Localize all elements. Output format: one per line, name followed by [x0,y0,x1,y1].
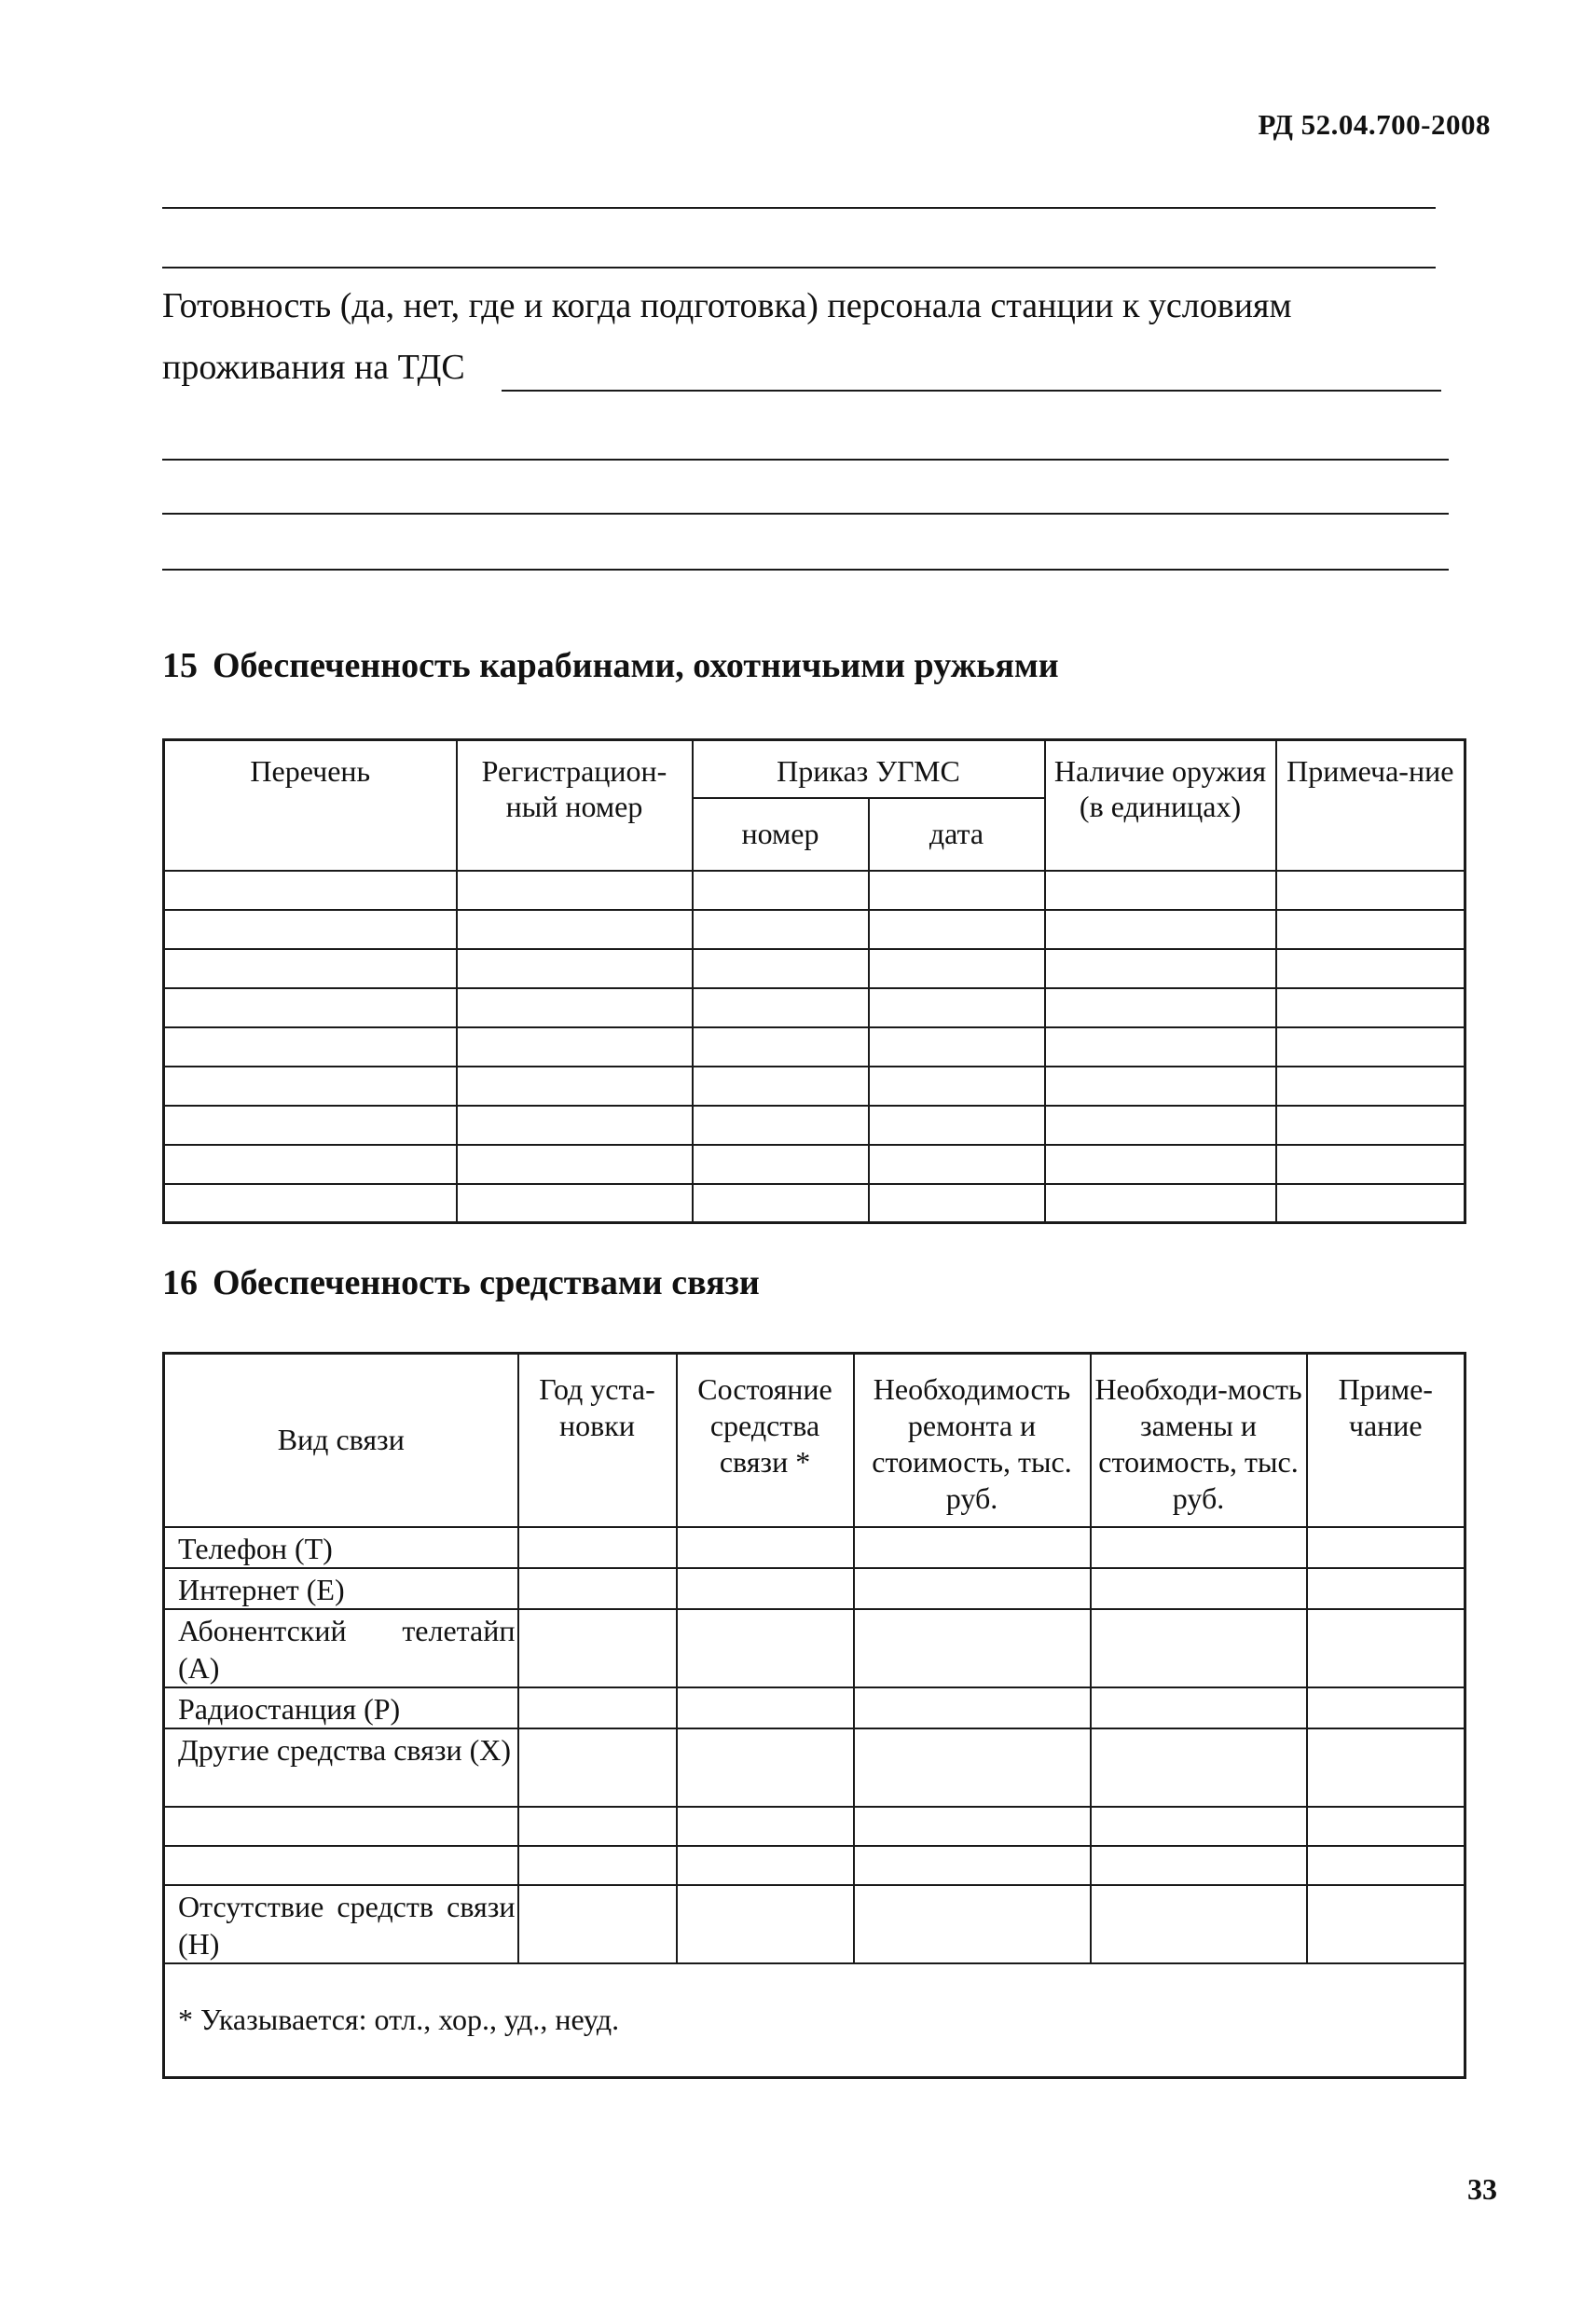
table-row [164,988,1465,1027]
blank-line [162,267,1436,268]
table-row [164,1067,1465,1106]
table-cell [1307,1846,1465,1885]
table-cell [869,949,1045,988]
table-cell [457,1145,693,1184]
table-row [164,1568,1465,1609]
table-cell [693,1106,869,1145]
table-cell [693,1027,869,1067]
table-cell [1091,1527,1307,1568]
table-row [164,1184,1465,1223]
weapons-table-body [164,871,1465,1223]
col-header-list: Перечень [164,740,457,871]
table-cell [869,1145,1045,1184]
table-cell [164,871,457,910]
table-cell [1307,1609,1465,1687]
row-label: Другие средства связи (Х) [164,1728,518,1807]
table-cell [693,871,869,910]
footnote-row [164,1963,1465,2078]
table-cell [869,910,1045,949]
row-label: Интернет (Е) [164,1568,518,1609]
col-header-weapons-count: Наличие оружия (в единицах) [1045,740,1276,871]
table-cell [677,1568,854,1609]
table-cell [854,1609,1091,1687]
table-cell [518,1687,677,1728]
table-cell [693,949,869,988]
table-cell [457,871,693,910]
table-row [164,871,1465,910]
page-number: 33 [1467,2172,1497,2206]
table-cell [677,1687,854,1728]
table-cell [1307,1568,1465,1609]
table-cell [164,1145,457,1184]
table-cell [164,910,457,949]
col-header-type: Вид связи [164,1354,518,1527]
table-row [164,1807,1465,1846]
table-cell [693,910,869,949]
table-cell [1045,988,1276,1027]
table-cell [693,1067,869,1106]
table-cell [1276,1106,1465,1145]
col-header-order-group: Приказ УГМС [693,740,1045,798]
col-header-note: Примеча-ние [1276,740,1465,871]
table-cell [518,1885,677,1963]
table-cell [869,1106,1045,1145]
row-label: Радиостанция (Р) [164,1687,518,1728]
table-cell [1276,1184,1465,1223]
table-cell [457,1184,693,1223]
blank-line [162,513,1449,515]
table-cell [1045,910,1276,949]
table-cell [1045,1184,1276,1223]
section-15-heading [162,645,1059,686]
table-cell [854,1885,1091,1963]
col-header-repair: Необходимость ремонта и стоимость, тыс. руб. [854,1354,1091,1527]
table-cell [1276,871,1465,910]
weapons-table [162,738,1466,1224]
footnote: * Указывается: отл., хор., уд., неуд. [164,1963,1465,2078]
table-cell [1276,988,1465,1027]
section-title: Обеспеченность средствами связи [213,1263,760,1302]
table-cell [1045,949,1276,988]
table-cell [1045,1106,1276,1145]
table-cell [1091,1687,1307,1728]
table-cell [518,1609,677,1687]
table-cell [518,1568,677,1609]
table-cell [1307,1807,1465,1846]
table-cell [457,1067,693,1106]
table-cell [1276,910,1465,949]
table-cell [854,1807,1091,1846]
table-cell [693,988,869,1027]
table-cell [677,1846,854,1885]
table-cell [869,1027,1045,1067]
section-title: Обеспеченность карабинами, охотничьими ружьями [213,646,1059,685]
table-cell [164,949,457,988]
section-number: 15 [162,646,198,685]
table-cell [164,1106,457,1145]
table-row [164,1846,1465,1885]
table-cell [854,1527,1091,1568]
table-cell [1276,1027,1465,1067]
table-cell [518,1807,677,1846]
table-cell [1045,1067,1276,1106]
table-row [164,1106,1465,1145]
communications-table [162,1352,1466,2079]
col-header-year: Год уста-новки [518,1354,677,1527]
table-cell [869,871,1045,910]
table-cell [164,1067,457,1106]
table-cell [1307,1728,1465,1807]
table-cell [869,988,1045,1027]
row-label [164,1807,518,1846]
table-cell [677,1807,854,1846]
table-cell [1307,1687,1465,1728]
table-cell [1091,1846,1307,1885]
table-cell [1045,1145,1276,1184]
table-cell [854,1687,1091,1728]
table-cell [518,1527,677,1568]
table-row [164,910,1465,949]
table-row [164,1728,1465,1807]
table-cell [854,1846,1091,1885]
table-cell [1091,1807,1307,1846]
table-cell [164,1027,457,1067]
table-row [164,949,1465,988]
table-row [164,1609,1465,1687]
table-cell [1091,1885,1307,1963]
table-row [164,1145,1465,1184]
table-cell [677,1728,854,1807]
table-cell [854,1568,1091,1609]
col-header-note: Приме-чание [1307,1354,1465,1527]
table-cell [693,1184,869,1223]
table-row [164,1687,1465,1728]
table-cell [1045,1027,1276,1067]
table-row [164,1527,1465,1568]
table-cell [677,1609,854,1687]
table-cell [693,1145,869,1184]
table-cell [164,988,457,1027]
table-cell [677,1527,854,1568]
table-cell [518,1728,677,1807]
table-cell [1091,1568,1307,1609]
section-number: 16 [162,1263,198,1302]
document-code: РД 52.04.700-2008 [1258,108,1491,141]
table-cell [457,910,693,949]
table-cell [1276,1067,1465,1106]
row-label: Телефон (Т) [164,1527,518,1568]
blank-line [162,207,1436,209]
blank-line [162,569,1449,571]
table-cell [457,1027,693,1067]
table-cell [457,1106,693,1145]
table-row [164,1885,1465,1963]
col-header-order-date: дата [869,798,1045,871]
table-cell [869,1067,1045,1106]
table-cell [869,1184,1045,1223]
table-cell [457,988,693,1027]
table-cell [1276,949,1465,988]
fill-in-line [502,390,1441,392]
table-cell [1045,871,1276,910]
blank-line [162,459,1449,461]
table-row [164,1027,1465,1067]
table-cell [518,1846,677,1885]
table-cell [164,1184,457,1223]
table-cell [677,1885,854,1963]
table-cell [1091,1609,1307,1687]
table-cell [1307,1885,1465,1963]
table-cell [854,1728,1091,1807]
row-label: Абонентский телетайп (А) [164,1609,518,1687]
section-16-heading [162,1262,760,1303]
row-label [164,1846,518,1885]
table-cell [1091,1728,1307,1807]
readiness-text-line2: проживания на ТДС [162,348,465,387]
table-cell [1307,1527,1465,1568]
table-cell [1276,1145,1465,1184]
col-header-reg-number: Регистрацион-ный номер [457,740,693,871]
readiness-text-line1: Готовность (да, нет, где и когда подготовка) персонала станции к условиям [162,286,1292,325]
col-header-order-number: номер [693,798,869,871]
col-header-condition: Состояние средства связи * [677,1354,854,1527]
row-label: Отсутствие средств связи (Н) [164,1885,518,1963]
col-header-replacement: Необходи-мость замены и стоимость, тыс. руб. [1091,1354,1307,1527]
table-cell [457,949,693,988]
